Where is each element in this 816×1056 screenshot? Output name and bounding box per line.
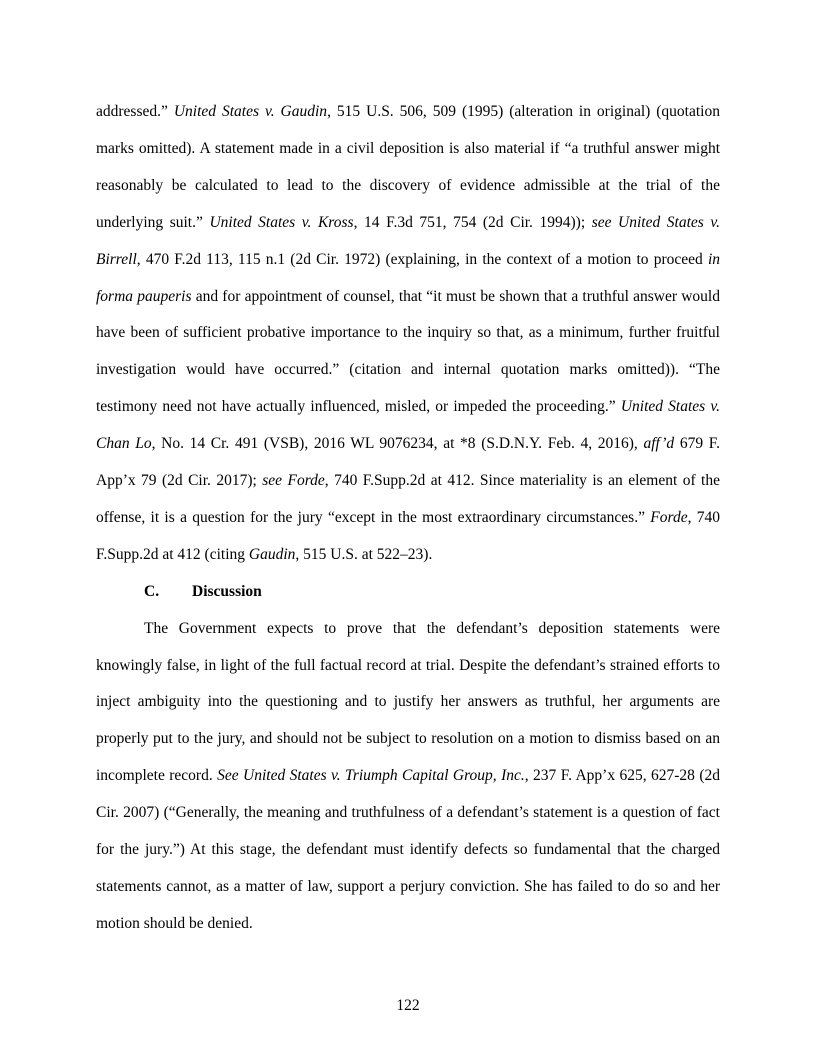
case-citation: United States v. Kross xyxy=(209,213,354,231)
text-run: , No. 14 Cr. 491 (VSB), 2016 WL 9076234, at *8 (S.D.N.Y. Feb. 4, 2016), xyxy=(151,435,644,453)
text-run: , 740 F.Supp.2d at 412 (citing xyxy=(96,508,721,563)
text-run: addressed.” xyxy=(96,103,174,120)
section-heading xyxy=(96,574,720,611)
case-citation: Gaudin xyxy=(248,545,296,563)
section-title: Discussion xyxy=(192,582,262,600)
citation-signal: aff’d xyxy=(643,435,675,453)
section-number: C. xyxy=(144,582,160,600)
case-citation: United States v. Chan Lo xyxy=(96,398,720,453)
text-run: , 515 U.S. 506, 509 (1995) (alteration in original) (quotation marks omitted). A statement made in a civil deposition is also material if “a truthful answer might reasonably be calculated to lead to the discovery of evidence admissible at the trial of the underlying suit.” xyxy=(96,103,720,231)
text-run: , 740 F.Supp.2d at 412. Since materiality is an element of the offense, it is a question for the jury “except in the most extraordinary circumstances.” xyxy=(96,472,720,526)
page-number: 122 xyxy=(396,997,420,1014)
paragraph-discussion xyxy=(96,611,720,943)
text-run: 679 F. App’x 79 (2d Cir. 2017); xyxy=(96,435,720,490)
case-citation: see United States v. Birrell xyxy=(96,213,720,268)
case-citation: See United States v. Triumph Capital Group, Inc. xyxy=(217,767,525,785)
text-run: , 470 F.2d 113, 115 n.1 (2d Cir. 1972) (explaining, in the context of a motion to proceed xyxy=(136,250,708,268)
text-run: , 14 F.3d 751, 754 (2d Cir. 1994)); xyxy=(353,213,592,231)
paragraph-materiality xyxy=(96,94,720,574)
text-run: The Government expects to prove that the defendant’s deposition statements were knowingly false, in light of the full factual record at trial. Despite the defendant’s strained efforts to inject ambiguity into the questioning and to justify her answers as truthful, her arguments are properly put to the jury, and should not be subject to resolution on a motion to dismiss based on an incomplete record. xyxy=(96,619,720,785)
text-run: and for appointment of counsel, that “it must be shown that a truthful answer would have been of sufficient probative importance to the inquiry so that, as a minimum, further fruitful investigation would have occurred.” (citation and internal quotation marks omitted)). “The testimony need not have actually influenced, misled, or impeded the proceeding.” xyxy=(96,287,720,416)
text-run: , 237 F. App’x 625, 627-28 (2d Cir. 2007) (“Generally, the meaning and truthfulness of a defendant’s statement is a question of fact for the jury.”) At this stage, the defendant must identify defects so fundamental that the charged statements cannot, as a matter of law, support a perjury conviction. She has failed to do so and her motion should be denied. xyxy=(96,767,720,932)
body-text xyxy=(96,94,720,943)
case-citation: United States v. Gaudin xyxy=(173,103,328,120)
case-citation: see Forde xyxy=(262,472,325,490)
case-citation: Forde xyxy=(650,508,688,526)
latin-phrase: in forma pauperis xyxy=(96,250,720,305)
text-run: , 515 U.S. at 522–23). xyxy=(295,545,433,563)
